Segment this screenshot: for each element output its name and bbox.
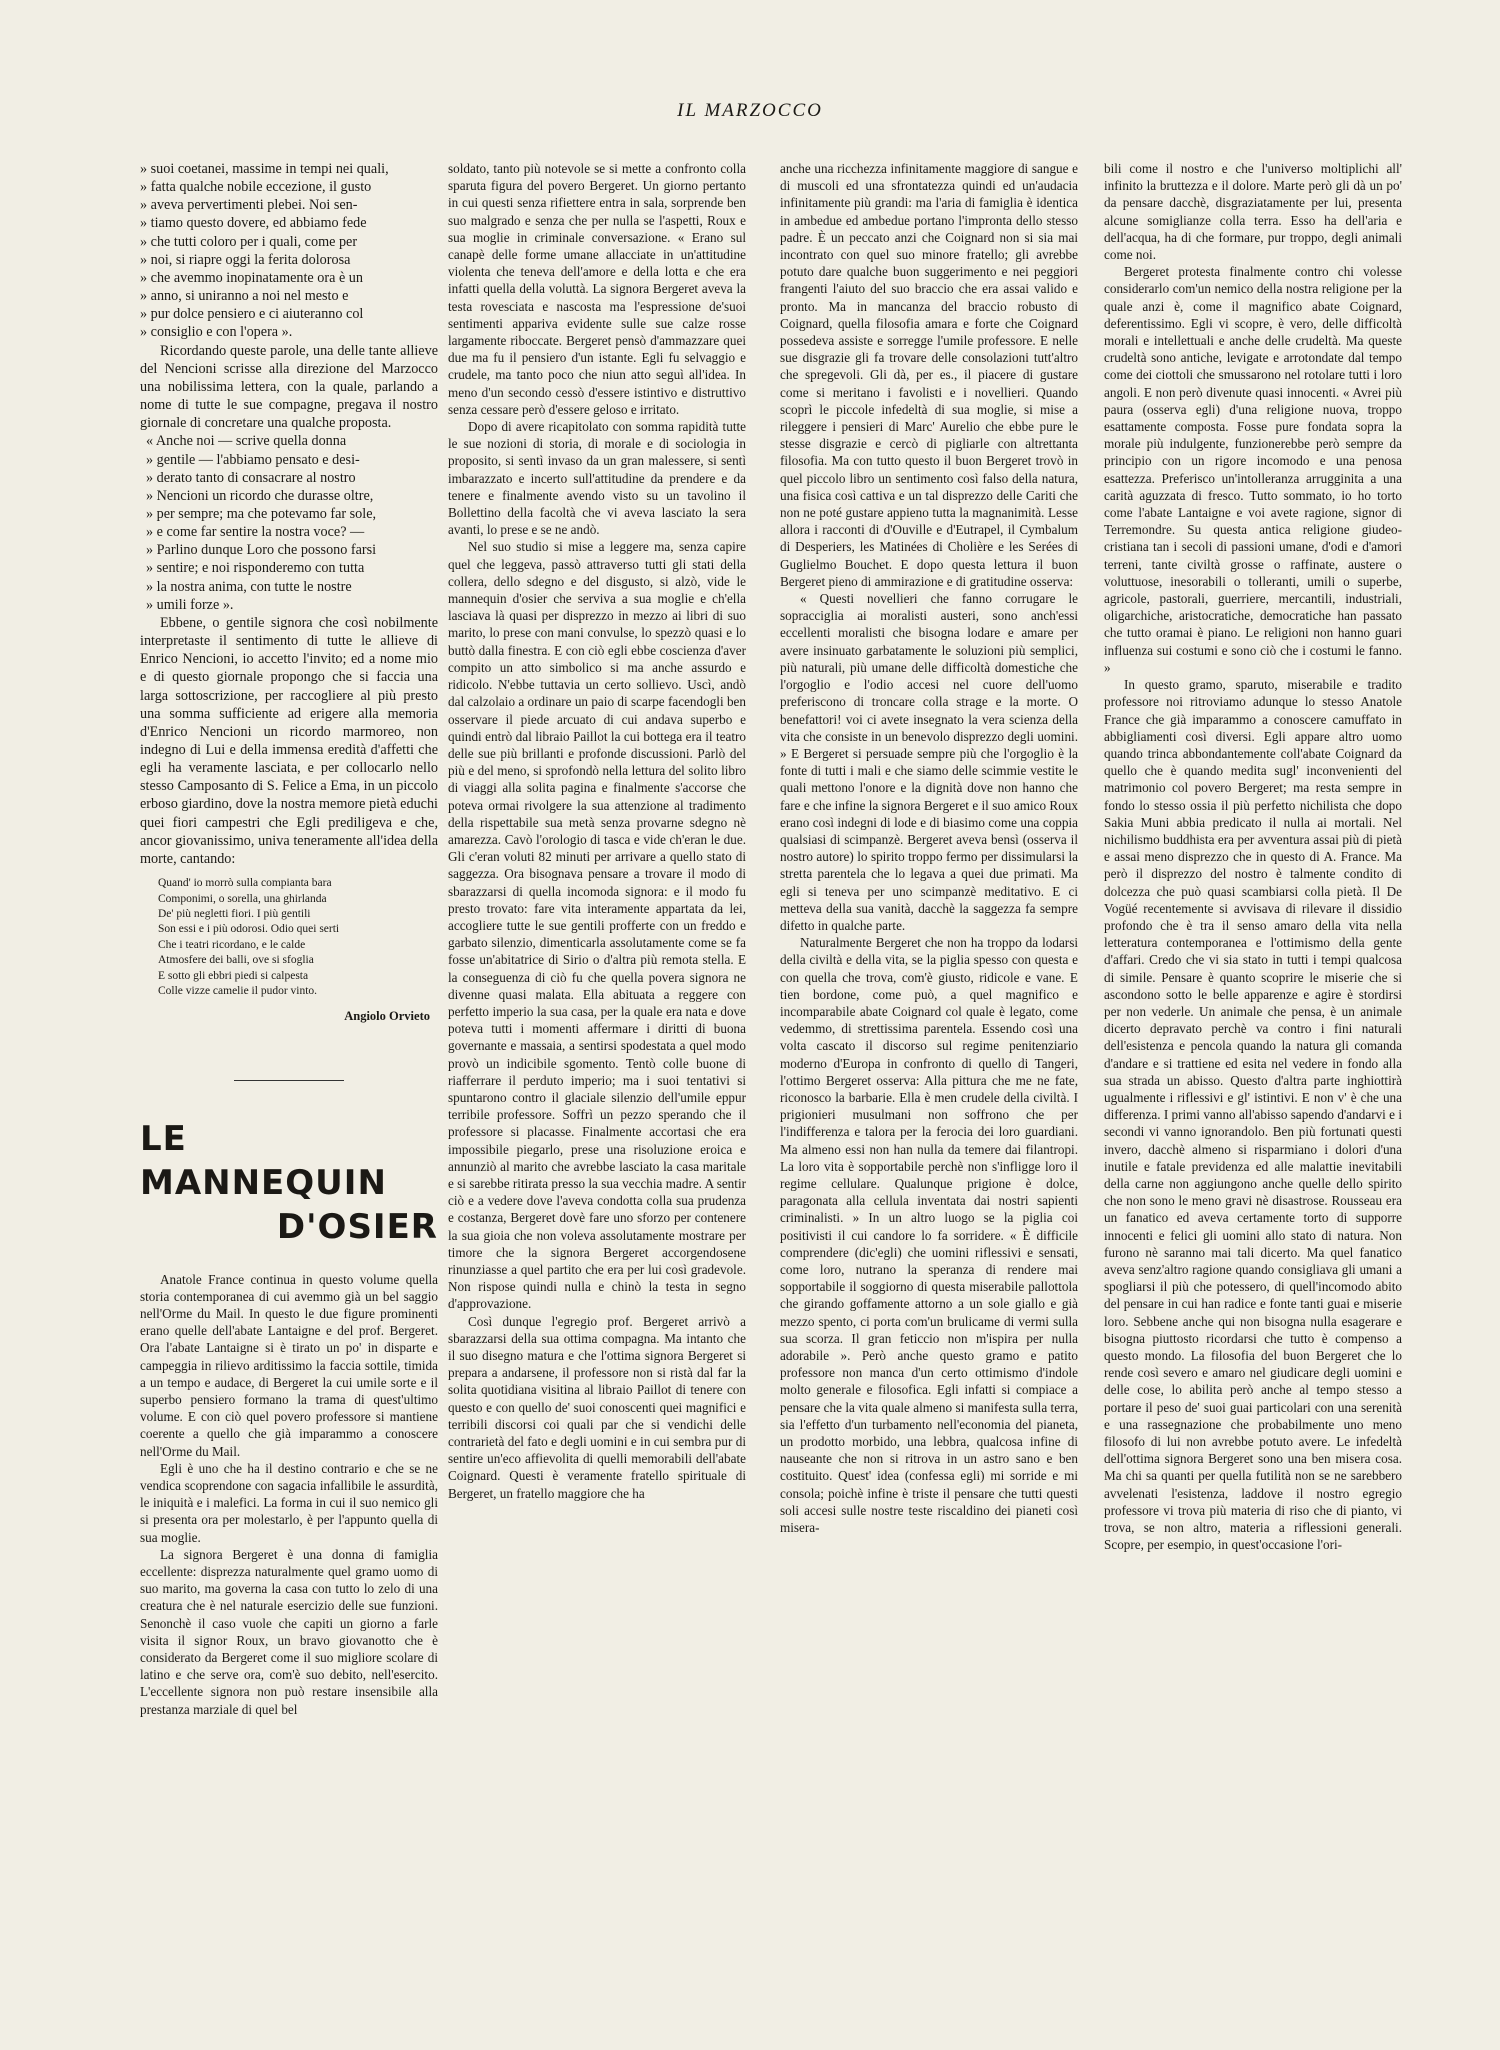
quote-line: » Nencioni un ricordo che durasse oltre, — [146, 487, 374, 504]
verse-line: Son essi e i più odorosi. Odio quei serti — [158, 923, 340, 936]
masthead-header: IL MARZOCCO — [677, 100, 823, 121]
paragraph: anche una ricchezza infinitamente maggiore di sangue e di muscoli ed una sfrontatezza quindi ed un'audacia infinitamente più grandi: ma l'aria di famiglia è identica in ambedue ed ambedue portano l'impronta dello stesso padre. È un peccato anzi che Coignard non si sia mai incontrato con quel suo minore fratello; gli avrebbe potuto dare qualche buon suggerimento e nei peggiori frangenti l'aiuto del suo braccio che era assai valido e pronto. Ma in mancanza del braccio robusto di Coignard, quella filosofia amara e forte che Coignard possedeva assiste e sorregge l'umile professore. E nelle sue disgrazie gli fa trovare delle consolazioni tutt'altro che spregevoli. Gli dà, per es., il piacere di gustare come si meritano i favolisti e i novellieri. Quando scoprì le piccole infedeltà di sua moglie, si mise a rileggere i pensieri di Marc' Aurelio che ebbe pure le stesse disgrazie e cercò di pigliarle con altrettanta filosofia. Ma con tutto questo il buon Bergeret trovò in quel piccolo libro un sentimento così falso della natura, una fisica così cattiva e un tal disprezzo delle Cariti che non ne poté gustare appieno tutta la magnanimità. Lesse allora i racconti di d'Ouville e d'Eutrapel, il Cymbalum di Desperiers, les Matinées di Cholière e les Serées di Guglielmo Bouchet. E dopo questa lettura il buon Bergeret pieno di ammirazione e di gratitudine osserva: — [780, 161, 1078, 589]
paragraph: Egli è uno che ha il destino contrario e che se ne vendica scoprendone con sagacia infallibile le assurdità, le iniquità e i malefici. La forma in cui il suo nemico gli si presenta ora per molestarlo, è per l'appunto quella di sua moglie. — [140, 1460, 438, 1545]
paragraph: Ebbene, o gentile signora che così nobilmente interpretaste il sentimento di tutte le allieve di Enrico Nencioni, io accetto l'invito; ed a nome mio e di questo giornale propongo che si faccia una larga sottoscrizione, per raccogliere al più presto una somma sufficiente ad erigere alla memoria d'Enrico Nencioni un ricordo marmoreo, non indegno di Lui e della immensa eredità d'affetti che egli ha veramente lasciata, e per collocarlo nello stesso Camposanto di S. Felice a Ema, in un piccolo erboso giardino, dove la nostra memore pietà educhi quei fiori campestri che Egli prediligeva e che, ancor giovanissimo, univa teneramente all'idea della morte, cantando: — [140, 614, 438, 867]
paragraph: La signora Bergeret è una donna di famiglia eccellente: disprezza naturalmente quel gramo uomo di suo marito, ma governa la casa con tutto lo zelo di una creatura che è nel naturale esercizio delle sue funzioni. Senonchè il caso vuole che capiti un giorno a farle visita il signor Roux, un bravo giovanotto che è considerato da Bergeret come il suo migliore scolare di latino e che serve ora, com'è suo debito, nell'esercito. L'eccellente signora non può restare insensibile alla prestanza marziale di quel bel — [140, 1546, 438, 1717]
title-line-1: LE MANNEQUIN — [140, 1118, 387, 1203]
paragraph: Bergeret protesta finalmente contro chi volesse considerarlo com'un nemico della nostra religione per la quale anzi è, come il magnifico abate Coignard, deferentissimo. Egli vi scopre, è vero, delle difficoltà morali e intellettuali e anche delle crudeltà. Ma queste crudeltà sono antiche, levigate e arrotondate dal tempo come dei ciottoli che smussarono nel rotolare tutti i loro angoli. E non però divenute quasi innocenti. « Avrei più paura (osserva egli) d'una religione nuova, troppo esattamente composta. Fosse pure fondata sopra la morale più indulgente, funzionerebbe però sempre da principio con un rigore incomodo e una penosa esattezza. Preferisco un'intolleranza arrugginita a una carità aguzzata di fresco. Tutto sommato, io ho torto come l'abate Lantaigne e voi avete ragione, signor di Terremondre. Su questa antica religione giudeo-cristiana tan i secoli di passioni umane, d'odi e d'amori terreni, tante civiltà grosse o raffinate, austere o voluttuose, inesorabili o tolleranti, umili o superbe, agricole, pastorali, guerriere, mercantili, industriali, oligarchiche, aristocratiche, democratiche han passato che tutto oramai è piano. Le religioni non hanno guari influenza sui costumi e sono ciò che i costumi le fanno. » — [1104, 264, 1402, 675]
paragraph: In questo gramo, sparuto, miserabile e tradito professore noi ritroviamo adunque lo stesso Anatole France che già imparammo a conoscere camuffato in abbigliamenti così diversi. Egli appare altro uomo quando trinca abbondantemente coll'abate Coignard da quello che è quando medita sugl' inconvenienti del matrimonio col povero Bergeret; ma resta sempre in fondo lo stesso ossia il più perfetto nichilista che dopo Sakia Muni abbia predicato il nulla ai mortali. Nel nichilismo buddhista era per avventura assai più di pietà e assai meno disprezzo che in questo di A. France. Ma però il disprezzo del nostro è talmente condito di dolcezza che può quasi scambiarsi colla pietà. Il De Vogüé recentemente si avvisava di rilevare il dissidio profondo che è tra il senso amaro della vita nella letteratura contemporanea e l'ottimismo della gente d'affari. Credo che vi sia stato in tutti i tempi qualcosa di simile. Pensare è quanto scoprire le miserie che si ascondono sotto le belle apparenze e agire è stordirsi per non vederle. Un animale che pensa, è un animale dicerto depravato perchè va contro i fini naturali dell'esistenza e pencola quando la natura gli comanda d'andare e si trattiene ed esita nel vedere in fondo alla sua strada un abisso. Questo d'altra parte inghiottirà ugualmente i riflessivi e gl' istintivi. E non v' è che una differenza. I primi vanno all'abisso sapendo d'andarvi e i secondi vi vanno ignorandolo. Ben più fortunati questi invero, dacchè almeno si risparmiano i dolori d'una inutile e fatale previdenza ed alle malattie inevitabili della carne non aggiungono anche quelle dello spirito che non sono le meno gravi nè disastrose. Rousseau era un fanatico ed aveva certamente torto di supporre innocenti e felici gli uomini allo stato di natura. Non furono nè saranno mai tali dicerto. Ma quel fanatico aveva senz'altro ragione quando consigliava gli umani a spogliarsi il più che potessero, di quell'incomodo abito del pensare in cui han radice e fonte tanti guai e miserie loro. Sebbene anche qui non bisogna nulla esagerare e bisogna piuttosto ricordarsi che tutto è compenso a questo mondo. La filosofia del buon Bergeret che lo rende così severo e amaro nel giudicare degli uomini e delle cose, lo abilita però anche al tempo stesso a portare il peso de' suoi guai particolari con una serenità e una rassegnazione che probabilmente uno meno filosofo di lui non avrebbe potuto avere. Le infedeltà dell'ottima signora Bergeret sono una ben misera cosa. Ma chi sa quanti per quella futilità non se ne sarebbero avvelenati l'esistenza, laddove il nostro egregio professore vi trova più materia di riso che di pianto, vi trova, se non altro, materia a riflessioni generali. Scopre, per esempio, in quest'occasione l'ori- — [1104, 677, 1402, 1553]
column-4 — [1104, 160, 1402, 2020]
quote-line: » che avemmo inopinatamente ora è un — [140, 269, 363, 286]
quote-line: » e come far sentire la nostra voce? — — [146, 524, 365, 541]
quote-line: » anno, si uniranno a noi nel mesto e — [140, 288, 349, 305]
quote-line: » umili forze ». — [146, 596, 234, 613]
quote-line: » sentire; e noi risponderemo con tutta — [146, 560, 365, 577]
quote-line: » tiamo questo dovere, ed abbiamo fede — [140, 215, 367, 232]
verse-line: Che i teatri ricordano, e le calde — [158, 938, 306, 951]
quote-line: » Parlino dunque Loro che possono farsi — [146, 542, 377, 559]
article-title — [140, 1117, 438, 1249]
paragraph: Ricordando queste parole, una delle tante allieve del Nencioni scrisse alla direzione del Marzocco una nobilissima lettera, con la quale, parlando a nome di tutte le sue compagne, pregava il nostro giornale di concretare una qualche proposta. — [140, 342, 438, 432]
letter-quote — [140, 432, 438, 614]
paragraph: Naturalmente Bergeret che non ha troppo da lodarsi della civiltà e della vita, se la piglia spesso con questa e con quella che trova, com'è giusto, ridicole e vane. E tien bordone, come può, a quel magnifico e incomparabile abate Coignard col quale è legato, come vedemmo, di strettissima parentela. Essendo così una volta cascato il discorso sul regime penitenziario moderno d'Europa in confronto di quello di Tangeri, l'ottimo Bergeret osserva: Alla pittura che me ne fate, riconosco la barbarie. Ella è men crudele della civiltà. I prigionieri musulmani non soffrono che per l'indifferenza e talora per la ferocia dei loro guardiani. Ma almeno essi non han nulla da temere dai filantropi. La loro vita è sopportabile perchè non s'infligge loro il regime cellulare. Qualunque prigione è dolce, paragonata alla cellula inventata dai nostri sapienti criminalisti. » In un altro luogo se la piglia coi positivisti il cui candore lo fa sorridere. « È difficile comprendere (dic'egli) che uomini riflessivi e sensati, come loro, nutrano la speranza di rendere mai sopportabile il soggiorno di questa miserabile pallottola che girando goffamente attorno a un sole giallo e già mezzo spento, ci porta com'un brulicame di vermi sulla sua scorza. Il gran feticcio non m'ispira per nulla adorabile ». Però anche questo gramo e patito professore non manca d'un certo ottimismo d'indole molto generale e filosofica. Egli infatti si compiace a pensare che la vita quale almeno si manifesta sulla terra, sia l'effetto d'un turbamento nell'economia del pianeta, un prodotto morbido, una lebbra, qualcosa infine di nauseante che non si ritrova in un astro sano e ben costituito. Quest' idea (confessa egli) mi sorride e mi consola; poichè infine è triste il pensare che tutti questi soli accesi sulle nostre teste riscaldino dei pianeti così misera- — [780, 935, 1078, 1536]
paragraph: « Questi novellieri che fanno corrugare le sopracciglia ai moralisti austeri, sono anch'essi eccellenti moralisti che bisogna lodare e amare per avere insinuato garbatamente le soluzioni più semplici, più naturali, più umane delle difficoltà domestiche che l'orgoglio e l'odio accesi nel cuore dell'uomo preferiscono di troncare colla strage e la morte. O benefattori! voi ci avete insegnato la vera scienza della vita che consiste in un benevolo disprezzo degli uomini. » E Bergeret si persuade sempre più che l'orgoglio è la fonte di tutti i mali e che siamo delle scimmie vestite le quali mettono l'onore e la dignità dove non hanno che fare e che infine la signora Bergeret e il suo amico Roux erano così indegni di lode e di biasimo come una coppia qualsiasi di scimpanzè. Bergeret aveva bensì (osserva il nostro autore) lo spirito troppo fermo per dissimularsi la stretta parentela che lo legava a quei due primati. Ma egli si teneva per uno scimpanzè meditativo. E ci metteva della sua vanità, dacchè la saggezza fa sempre difetto in qualche parte. — [780, 591, 1078, 933]
quote-line: » consiglio e con l'opera ». — [140, 324, 293, 341]
poem-verse — [158, 876, 438, 999]
paragraph: Nel suo studio si mise a leggere ma, senza capire quel che leggeva, passò attraverso tutti gli stati della collera, dello sdegno e del disgusto, si alzò, vide le mannequin d'osier che serviva a sua moglie e ch'ella lasciava là quasi per disprezzo in mezzo ai libri di suo marito, lo prese con mani convulse, lo spezzò quasi e lo buttò dalla finestra. E con ciò egli ebbe coscienza d'aver compito un atto simbolico si ma anche assurdo e ridicolo. N'ebbe tuttavia un certo sollievo. Uscì, andò dal calzolaio a ordinare un paio di scarpe facendogli ben osservare il piede arcuato di cui andava superbo e quindi entrò dal libraio Paillot la cui bottega era il teatro delle sue più brillanti e profonde discussioni. Parlò del più e del meno, si sprofondò nella lettura del solito libro di viaggi alla solita pagina e finalmente s'accorse che poteva ormai rivolgere la sua attenzione al tradimento della rispettabile sua metà senza provarne sdegno nè amarezza. Cavò l'orologio di tasca e vide ch'eran le due. Gli c'eran voluti 82 minuti per arrivare a quello stato di saggezza. Ora bisognava pensare a trovare il modo di sbarazzarsi di quella incomoda signora: e il modo fu presto trovato: fare vita interamente appartata da lei, accogliere tutte le sue gentili profferte con un freddo e garbato silenzio, dimenticarla assolutamente come se fa fosse un'abitatrice di Sirio o d'altra più remota stella. E la conseguenza di ciò fu che quella povera signora ne divenne quasi malata. Ella abituata a reggere con perfetto imperio la sua casa, per la quale era nata e dove poteva tutti i momenti affermare i diritti di buona governante e massaia, a sentirsi spodestata a quel modo provò un indicibile sgomento. Tentò colle buone di riafferrare il perduto imperio; ma i suoi tentativi si spuntarono contro il glaciale silenzio dell'umile eppur terribile professore. Soffrì un pezzo sperando che il professore si placasse. Finalmente accortasi che era impossibile piegarlo, prese una risoluzione eroica e annunziò al marito che avrebbe lasciato la casa maritale e si sarebbe ritirata presso la sua vecchia madre. A sentir ciò e a vedere dove l'aveva condotta colla sua prudenza e costanza, Bergeret dovè fare uno sforzo per contenere la sua gioia che non voleva assolutamente mostrare per timore che la signora Bergeret accorgendosene rinunziasse a quel partito che era per lui così gradevole. Non rispose quindi nulla e chinò la testa in segno d'approvazione. — [448, 539, 746, 1312]
quote-line: » pur dolce pensiero e ci aiuteranno col — [140, 306, 364, 323]
quote-line: » aveva pervertimenti plebei. Noi sen- — [140, 197, 358, 214]
verse-line: Componimi, o sorella, una ghirlanda — [158, 892, 327, 905]
quote-line: » noi, si riapre oggi la ferita dolorosa — [140, 251, 351, 268]
quote-line: » fatta qualche nobile eccezione, il gusto — [140, 179, 372, 196]
quote-line: » gentile — l'abbiamo pensato e desi- — [146, 451, 360, 468]
verse-line: Atmosfere dei balli, ove si sfoglia — [158, 954, 314, 967]
quote-line: » per sempre; ma che potevamo far sole, — [146, 505, 377, 522]
section-divider — [234, 1080, 344, 1081]
title-line-2: D'OSIER — [276, 1206, 438, 1247]
paragraph: Dopo di avere ricapitolato con somma rapidità tutte le sue nozioni di storia, di morale e di sociologia in proposito, si sentì invaso da un gran malessere, si sentì imbarazzato e incerto sull'attitudine da prendere e da tenere e finalmente avendo visto su un tavolino il Bollettino della facoltà che vi aveva lasciato la sera avanti, lo prese e se ne andò. — [448, 419, 746, 538]
verse-line: Quand' io morrò sulla compianta bara — [158, 877, 332, 890]
verse-line: Colle vizze camelie il pudor vinto. — [158, 984, 318, 997]
column-3 — [780, 160, 1078, 2020]
paragraph: bili come il nostro e che l'universo moltiplichi all' infinito la bruttezza e il dolore. Marte però gli dà un po' da pensare dacchè, disgraziatamente per lui, presenta alcune somiglianze colla terra. Esso ha dell'aria e dell'acqua, ha di che formare, pur troppo, degli animali come noi. — [1104, 161, 1402, 263]
quote-line: » la nostra anima, con tutte le nostre — [146, 578, 352, 595]
verse-line: E sotto gli ebbri piedi si calpesta — [158, 969, 309, 982]
quote-line: » suoi coetanei, massime in tempi nei quali, — [140, 161, 389, 177]
quote-line: » derato tanto di consacrare al nostro — [146, 469, 356, 486]
paragraph: Così dunque l'egregio prof. Bergeret arrivò a sbarazzarsi della sua ottima compagna. Ma intanto che il suo disegno matura e che l'ottima signora Bergeret si prepara a andarsene, il professore non si ristà dal far la solita quotidiana visitina al libraio Paillot di tenere con questo e con quello de' suoi conoscenti quei magnifici e terribili discorsi coi quali par che si vendichi delle contrarietà del fato e degli uomini e in cui sembra pur di sentire un'eco affievolita di quelli memorabili dell'abate Coignard. Questi è veramente fratello spirituale di Bergeret, un fratello maggiore che ha — [448, 1313, 746, 1501]
opening-quote — [140, 160, 438, 342]
column-1 — [140, 160, 438, 2020]
quote-line: » che tutti coloro per i quali, come per — [140, 233, 358, 250]
paragraph: soldato, tanto più notevole se si mette a confronto colla sparuta figura del povero Bergeret. Un giorno pertanto in cui questi senza rifiettere entra in sala, sorprende ben suo malgrado e senza che per nulla se l'aspetti, Roux e sua moglie in criminale conversazione. « Erano sul canapè delle forme umane allacciate in un'attitudine violenta che teneva dell'amore e della lotta e che era infatti quella della voluttà. La signora Bergeret aveva la testa rovesciata e nascosta ma l'espressione de'suoi sentimenti appariva evidente sulle sue calze rosse largamente riboccate. Bergeret pensò d'ammazzare quei due ma fu il pensiero d'un istante. Egli fu selvaggio e crudele, ma tanto poco che niun atto seguì all'idea. In meno d'un secondo cessò d'essere istintivo e distruttivo senza cessare però d'essere geloso e irritato. — [448, 161, 746, 417]
column-2 — [448, 160, 746, 2020]
author-signature: Angiolo Orvieto — [344, 1009, 430, 1024]
quote-line: « Anche noi — scrive quella donna — [146, 433, 347, 450]
verse-line: De' più negletti fiori. I più gentili — [158, 907, 311, 920]
paragraph: Anatole France continua in questo volume quella storia contemporanea di cui avemmo già un bel saggio nell'Orme du Mail. In questo le due figure prominenti erano quelle dell'abate Lantaigne e del prof. Bergeret. Ora l'abate Lantaigne si è tirato un po' in disparte e campeggia in rilievo arditissimo la faccia sottile, timida a un tempo e audace, di Bergeret la cui umile sorte e il superbo pensiero formano la trama di quest'ultimo volume. E con ciò quel povero professore si mantiene coerente a quello che già imparammo a conoscere nell'Orme du Mail. — [140, 1271, 438, 1459]
